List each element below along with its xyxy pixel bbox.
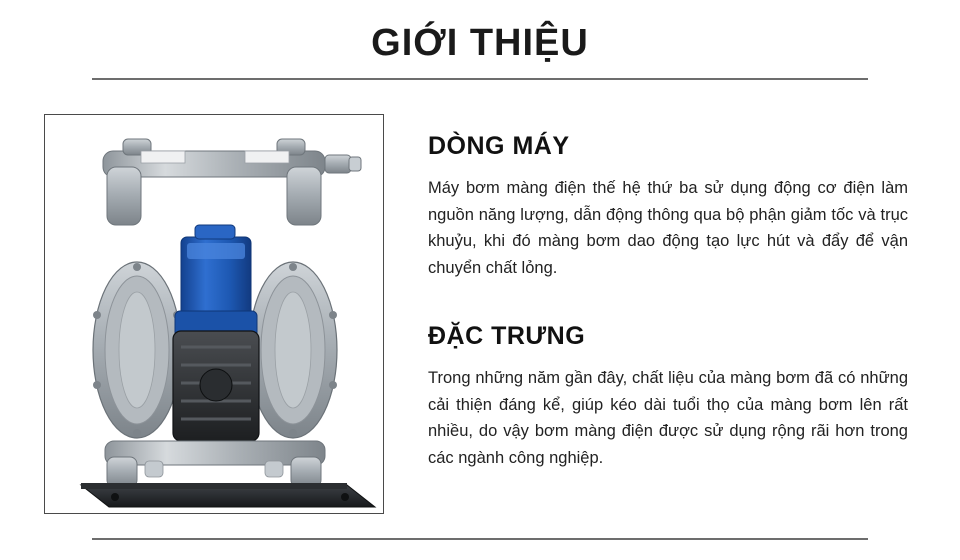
section-dong-may xyxy=(428,132,908,282)
section-body: Trong những năm gần đây, chất liệu của màng bơm đã có những cải thiện đáng kể, giúp kéo dài tuổi thọ của màng bơm lên rất nhiều, do vậy bơm màng điện được sử dụng rộng rãi hơn trong các ngành công nghiệp. xyxy=(428,368,908,468)
section-heading: ĐẶC TRƯNG xyxy=(428,321,586,350)
electric-diaphragm-pump-photo xyxy=(45,115,383,513)
section-dac-trung xyxy=(428,322,908,472)
page-title: GIỚI THIỆU xyxy=(371,22,589,64)
title-divider xyxy=(92,78,868,80)
section-heading: DÒNG MÁY xyxy=(428,132,570,160)
section-body: Máy bơm màng điện thế hệ thứ ba sử dụng động cơ điện làm nguồn năng lượng, dẫn động thông qua bộ phận giảm tốc và trục khuỷu, khi đó màng bơm dao động tạo lực hút và đẩy để vận chuyển chất lỏng. xyxy=(428,179,908,278)
text-column xyxy=(428,132,908,472)
bottom-divider xyxy=(92,538,868,540)
product-image-frame xyxy=(44,114,384,514)
